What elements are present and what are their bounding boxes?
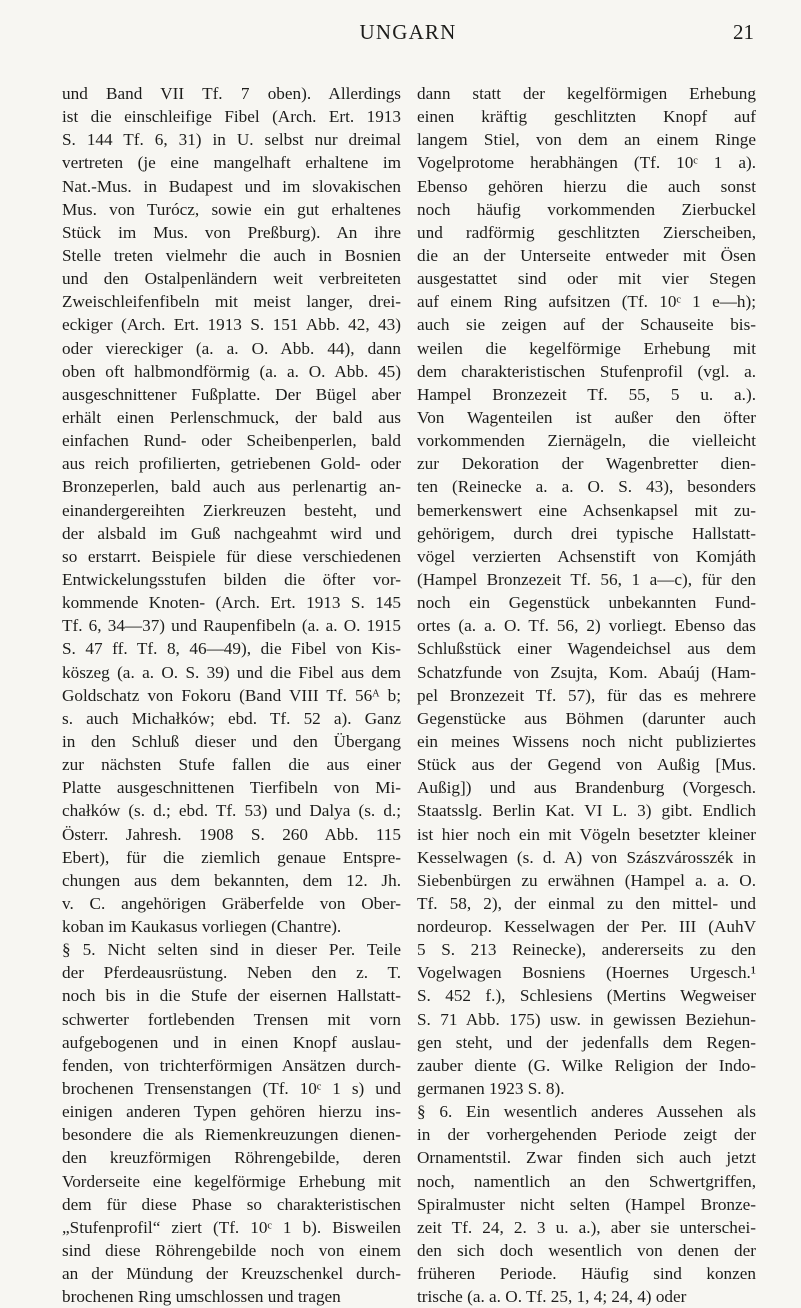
running-header xyxy=(62,20,754,52)
text-line: dann statt der kegelförmigen Erhebung xyxy=(417,84,756,103)
text-line: § 6. Ein wesentlich anderes Aussehen als xyxy=(417,1102,756,1122)
text-line: der Pferdeausrüstung. Neben den z. T. xyxy=(62,963,401,983)
text-line: Platte ausgeschnittenen Tierfibeln von Mi- xyxy=(62,778,401,798)
text-line: bemerkenswert eine Achsenkapsel mit zu- xyxy=(417,500,756,520)
text-line: Ebenso gehören hierzu die auch sonst xyxy=(417,176,756,196)
text-line: noch, namentlich an den Schwertgriffen, xyxy=(417,1171,756,1191)
text-line: auf einem Ring aufsitzen (Tf. 10ᶜ 1 e—h); xyxy=(417,292,756,312)
text-line: ortes (a. a. O. Tf. 56, 2) vorliegt. Ebenso das xyxy=(417,616,756,636)
text-line: chungen aus dem bekannten, dem 12. Jh. xyxy=(62,870,401,890)
text-line: an der Mündung der Kreuzschenkel durch- xyxy=(62,1264,401,1284)
text-line: die an der Unterseite entweder mit Ösen xyxy=(417,245,756,265)
text-line: in der vorhergehenden Periode zeigt der xyxy=(417,1125,756,1145)
text-line: so erstarrt. Beispiele für diese verschiedenen xyxy=(62,546,401,566)
text-line: aus reich profilierten, getriebenen Gold- oder xyxy=(62,454,401,474)
text-line: Stück aus der Gegend von Außig [Mus. xyxy=(417,755,756,775)
text-line: schwerter fortlebenden Trensen mit vorn xyxy=(62,1009,401,1029)
text-line: zur nächsten Stufe fallen die aus einer xyxy=(62,755,401,775)
text-line: in den Schluß dieser und den Übergang xyxy=(62,731,401,751)
text-line: Zweischleifenfibeln mit meist langer, drei- xyxy=(62,292,401,312)
text-line: Stück im Mus. von Preßburg). An ihre xyxy=(62,222,401,242)
text-line: brochenen Ring umschlossen und tragen xyxy=(62,1287,341,1307)
text-line: „Stufenprofil“ ziert (Tf. 10ᶜ 1 b). Bisweilen xyxy=(62,1217,401,1237)
text-line: brochenen Trensenstangen (Tf. 10ᶜ 1 s) und xyxy=(62,1079,401,1099)
text-line: Goldschatz von Fokoru (Band VIII Tf. 56ᴬ b; xyxy=(62,685,401,705)
text-line: Mus. von Turócz, sowie ein gut erhaltenes xyxy=(62,199,401,219)
text-line: Tf. 58, 2), der einmal zu den mittel- und xyxy=(417,893,756,913)
text-line: sind diese Röhrengebilde noch von einem xyxy=(62,1241,401,1261)
text-line: Kesselwagen (s. d. A) von Szászvárosszék in xyxy=(417,847,756,867)
text-line: chałków (s. d.; ebd. Tf. 53) und Dalya (s. d.; xyxy=(62,801,401,821)
text-line: gen steht, und der jedenfalls dem Regen- xyxy=(417,1032,756,1052)
text-line: nordeurop. Kesselwagen der Per. III (AuhV xyxy=(417,917,756,937)
text-line: früheren Periode. Häufig sind konzen xyxy=(417,1264,756,1284)
text-line: Hampel Bronzezeit Tf. 55, 5 u. a.). xyxy=(417,384,756,404)
text-line: Außig]) und aus Brandenburg (Vorgesch. xyxy=(417,778,756,798)
text-line: v. C. angehörigen Gräberfelde von Ober- xyxy=(62,893,401,913)
text-line: Schatzfunde von Zsujta, Kom. Abaúj (Ham- xyxy=(417,662,756,682)
text-line: vertreten (je eine mangelhaft erhaltene im xyxy=(62,153,401,173)
text-line: ausgestattet sind oder mit vier Stegen xyxy=(417,269,756,289)
page-title: UNGARN xyxy=(359,20,457,44)
text-line: ist hier noch ein mit Vögeln besetzter kleiner xyxy=(417,824,756,844)
text-line: Österr. Jahresh. 1908 S. 260 Abb. 115 xyxy=(62,824,401,844)
text-line: fenden, von trichterförmigen Ansätzen durch- xyxy=(62,1055,401,1075)
text-line: Vogelprotome herabhängen (Tf. 10ᶜ 1 a). xyxy=(417,153,756,173)
text-line: oben oft halbmondförmig (a. a. O. Abb. 45) xyxy=(62,361,401,381)
text-line: vorkommenden Ziernägeln, die vielleicht xyxy=(417,431,756,451)
text-line: noch häufig vorkommenden Zierbuckel xyxy=(417,199,756,219)
text-line: gehörigem, durch drei typische Hallstatt- xyxy=(417,523,756,543)
text-line: Staatsslg. Berlin Kat. VI L. 3) gibt. Endlich xyxy=(417,801,756,821)
text-line: Nat.-Mus. in Budapest und im slovakischen xyxy=(62,176,401,196)
text-line: Entwickelungsstufen bilden die öfter vor- xyxy=(62,569,401,589)
text-line: trische (a. a. O. Tf. 25, 1, 4; 24, 4) oder xyxy=(417,1287,687,1307)
text-line: Siebenbürgen zu erwähnen (Hampel a. a. O. xyxy=(417,870,756,890)
text-line: besondere die als Riemenkreuzungen dienen- xyxy=(62,1125,401,1145)
text-line: vögel verzierten Achsenstift von Komjáth xyxy=(417,546,756,566)
text-line: ein meines Wissens noch nicht publiziertes xyxy=(417,731,756,751)
text-line: ausgeschnittener Fußplatte. Der Bügel aber xyxy=(62,384,401,404)
text-line: Vogelwagen Bosniens (Hoernes Urgesch.¹ xyxy=(417,963,756,983)
text-line: Bronzeperlen, bald auch aus perlenartig an- xyxy=(62,477,401,497)
right-text-column xyxy=(417,82,756,1308)
text-line: pel Bronzezeit Tf. 57), für das es mehrere xyxy=(417,685,756,705)
text-line: Tf. 6, 34—37) und Raupenfibeln (a. a. O. 1915 xyxy=(62,616,401,636)
left-text-column xyxy=(62,82,401,1308)
text-line: und den Ostalpenländern weit verbreiteten xyxy=(62,269,401,289)
text-line: zur Dekoration der Wagenbretter dien- xyxy=(417,454,756,474)
text-line: Ebert), für die ziemlich genaue Entspre- xyxy=(62,847,401,867)
text-line: S. 47 ff. Tf. 8, 46—49), die Fibel von Kis- xyxy=(62,639,401,659)
text-line: ist die einschleifige Fibel (Arch. Ert. 1913 xyxy=(62,107,401,127)
text-line: Vorderseite eine kegelförmige Erhebung mit xyxy=(62,1171,401,1191)
text-line: s. auch Michałków; ebd. Tf. 52 a). Ganz xyxy=(62,708,401,728)
text-line: aufgebogenen und in einen Knopf auslau- xyxy=(62,1032,401,1052)
text-line: einen kräftig geschlitzten Knopf auf xyxy=(417,107,756,127)
text-line: Schlußstück einer Wagendeichsel aus dem xyxy=(417,639,756,659)
text-line: 5 S. 213 Reinecke), andererseits zu den xyxy=(417,940,756,960)
text-line: § 5. Nicht selten sind in dieser Per. Teile xyxy=(62,940,401,960)
text-line: S. 452 f.), Schlesiens (Mertins Wegweiser xyxy=(417,986,756,1006)
text-line: Von Wagenteilen ist außer den öfter xyxy=(417,407,756,427)
page-number: 21 xyxy=(733,20,754,44)
text-line: dem für diese Phase so charakteristischen xyxy=(62,1194,401,1214)
text-line: ten (Reinecke a. a. O. S. 43), besonders xyxy=(417,477,756,497)
text-line: S. 71 Abb. 175) usw. in gewissen Beziehun- xyxy=(417,1009,756,1029)
text-line: der alsbald im Guß nachgeahmt wird und xyxy=(62,523,401,543)
text-line: (Hampel Bronzezeit Tf. 56, 1 a—c), für den xyxy=(417,569,756,589)
text-line: zeit Tf. 24, 2. 3 u. a.), aber sie unterschei- xyxy=(417,1217,756,1237)
text-line: den sich doch wesentlich von denen der xyxy=(417,1241,756,1261)
text-line: Ornamentstil. Zwar finden sich auch jetzt xyxy=(417,1148,756,1168)
text-line: S. 144 Tf. 6, 31) in U. selbst nur dreimal xyxy=(62,130,401,150)
text-line: einigen anderen Typen gehören hierzu ins- xyxy=(62,1102,401,1122)
text-line: weilen die kegelförmige Erhebung mit xyxy=(417,338,756,358)
text-line: einandergereihten Zierkreuzen besteht, und xyxy=(62,500,401,520)
text-line: Gegenstücke aus Böhmen (darunter auch xyxy=(417,708,756,728)
text-line: noch ein Gegenstück unbekannten Fund- xyxy=(417,593,756,613)
text-line: Spiralmuster nicht selten (Hampel Bronze- xyxy=(417,1194,756,1214)
text-line: Stelle treten vielmehr die auch in Bosnien xyxy=(62,245,401,265)
text-line: und Band VII Tf. 7 oben). Allerdings xyxy=(62,84,401,103)
text-line: eckiger (Arch. Ert. 1913 S. 151 Abb. 42, 43) xyxy=(62,315,401,335)
text-line: dem charakteristischen Stufenprofil (vgl. a. xyxy=(417,361,756,381)
text-line: koban im Kaukasus vorliegen (Chantre). xyxy=(62,917,342,937)
text-line: kommende Knoten- (Arch. Ert. 1913 S. 145 xyxy=(62,593,401,613)
text-line: noch bis in die Stufe der eisernen Hallstatt- xyxy=(62,986,401,1006)
text-line: auch sie zeigen auf der Schauseite bis- xyxy=(417,315,756,335)
text-line: oder viereckiger (a. a. O. Abb. 44), dann xyxy=(62,338,401,358)
text-line: langem Stiel, von dem an einem Ringe xyxy=(417,130,756,150)
text-line: germanen 1923 S. 8). xyxy=(417,1079,565,1099)
text-line: zauber diente (G. Wilke Religion der Indo- xyxy=(417,1055,756,1075)
text-line: einfachen Rund- oder Scheibenperlen, bald xyxy=(62,431,401,451)
text-line: den kreuzförmigen Röhrengebilde, deren xyxy=(62,1148,401,1168)
text-line: köszeg (a. a. O. S. 39) und die Fibel aus dem xyxy=(62,662,401,682)
text-line: und radförmig geschlitzten Zierscheiben, xyxy=(417,222,756,242)
text-line: erhält einen Perlenschmuck, der bald aus xyxy=(62,407,401,427)
